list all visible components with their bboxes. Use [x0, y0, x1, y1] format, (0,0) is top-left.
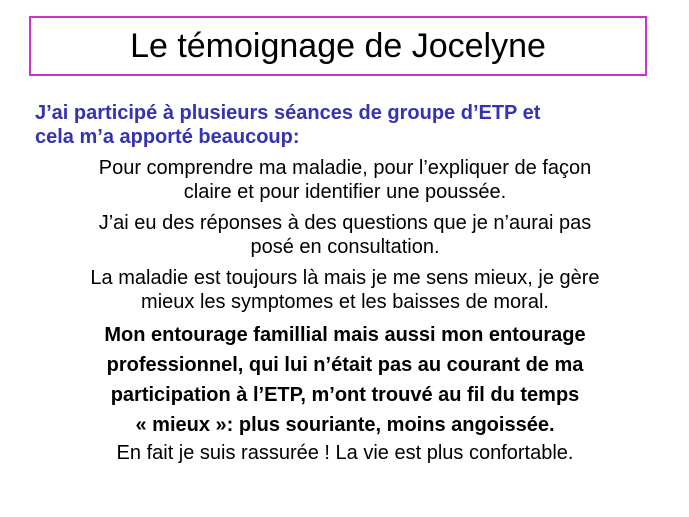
entourage-paragraph	[20, 320, 670, 440]
paragraph-line: Pour comprendre ma maladie, pour l’expliquer de façon	[98, 157, 592, 179]
paragraph-line: mieux les symptomes et les baisses de moral.	[141, 291, 549, 313]
paragraph-understanding	[20, 156, 670, 204]
final-statement	[20, 441, 670, 465]
paragraph-line: posé en consultation.	[250, 236, 440, 258]
bold-line: Mon entourage famillial mais aussi mon entourage	[104, 324, 586, 346]
intro-line-1: J’ai participé à plusieurs séances de groupe d’ETP et	[35, 102, 541, 124]
final-line: En fait je suis rassurée ! La vie est plus confortable.	[116, 442, 574, 464]
paragraph-line: La maladie est toujours là mais je me sens mieux, je gère	[90, 267, 600, 289]
intro-line-2: cela m’a apporté beaucoup:	[35, 126, 300, 148]
paragraph-disease	[20, 266, 670, 314]
bold-line: professionnel, qui lui n’était pas au courant de ma	[106, 354, 584, 376]
slide-title: Le témoignage de Jocelyne	[130, 27, 546, 65]
intro-text	[35, 101, 655, 149]
paragraph-line: J’ai eu des réponses à des questions que je n’aurai pas	[98, 212, 592, 234]
bold-line: participation à l’ETP, m’ont trouvé au fil du temps	[110, 384, 580, 406]
bold-line: « mieux »: plus souriante, moins angoissée.	[135, 414, 555, 436]
paragraph-answers	[20, 211, 670, 259]
title-box	[29, 16, 647, 76]
paragraph-line: claire et pour identifier une poussée.	[183, 181, 507, 203]
